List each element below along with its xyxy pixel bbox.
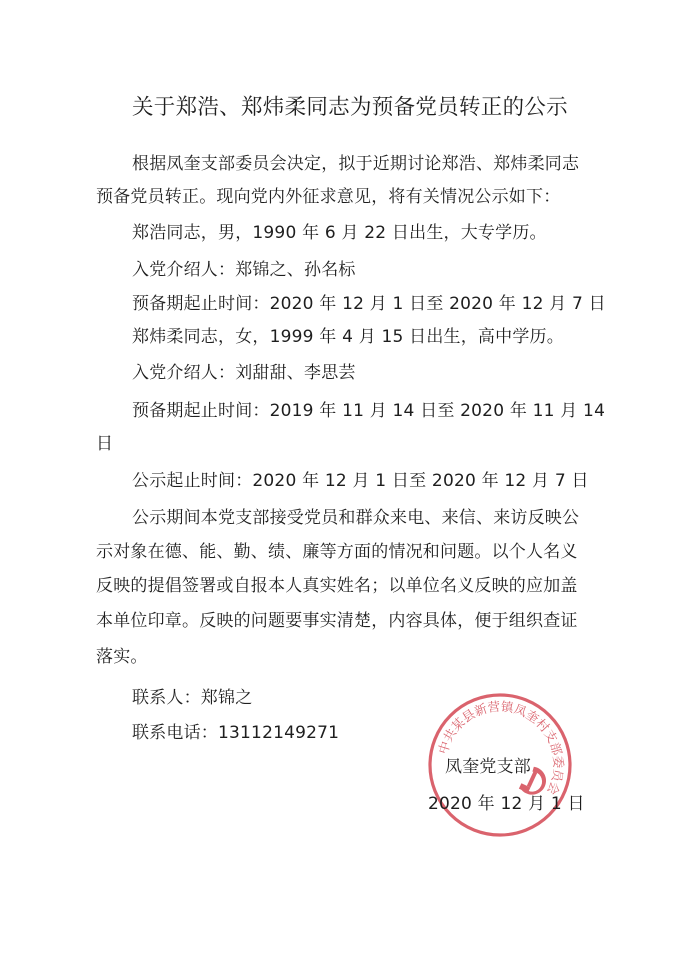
paragraph-line: 入党介绍人：刘甜甜、李思芸 (132, 363, 356, 383)
paragraph-line: 日 (96, 434, 114, 454)
paragraph-line: 郑浩同志，男，1990 年 6 月 22 日出生，大专学历。 (132, 223, 547, 243)
paragraph-line: 郑炜柔同志，女，1999 年 4 月 15 日出生，高中学历。 (132, 327, 564, 347)
paragraph-line: 公示期间本党支部接受党员和群众来电、来信、来访反映公 (132, 508, 580, 528)
paragraph-line: 落实。 (96, 647, 148, 667)
paragraph-line: 示对象在德、能、勤、绩、廉等方面的情况和问题。以个人名义 (96, 542, 578, 562)
paragraph-line: 预备期起止时间：2020 年 12 月 1 日至 2020 年 12 月 7 日 (132, 294, 606, 314)
paragraph-line: 公示起止时间：2020 年 12 月 1 日至 2020 年 12 月 7 日 (132, 471, 589, 491)
contact-person: 联系人：郑锦之 (132, 688, 253, 708)
paragraph-line: 本单位印章。反映的问题要事实清楚，内容具体，便于组织查证 (96, 611, 578, 631)
document-title: 关于郑浩、郑炜柔同志为预备党员转正的公示 (131, 95, 568, 120)
paragraph-line: 反映的提倡签署或自报本人真实姓名；以单位名义反映的应加盖 (96, 576, 578, 596)
paragraph-line: 入党介绍人：郑锦之、孙名标 (132, 260, 356, 280)
paragraph-line: 预备期起止时间：2019 年 11 月 14 日至 2020 年 11 月 14 (132, 401, 606, 421)
seal-arc-text: 中共某县新营镇凤奎村支部委员会 (435, 698, 567, 798)
signature-date: 2020 年 12 月 1 日 (428, 794, 585, 814)
paragraph-line: 根据凤奎支部委员会决定，拟于近期讨论郑浩、郑炜柔同志 (132, 154, 580, 174)
contact-phone: 联系电话：13112149271 (132, 723, 340, 743)
paragraph-line: 预备党员转正。现向党内外征求意见，将有关情况公示如下： (96, 187, 561, 207)
signature-org: 凤奎党支部 (445, 757, 531, 777)
